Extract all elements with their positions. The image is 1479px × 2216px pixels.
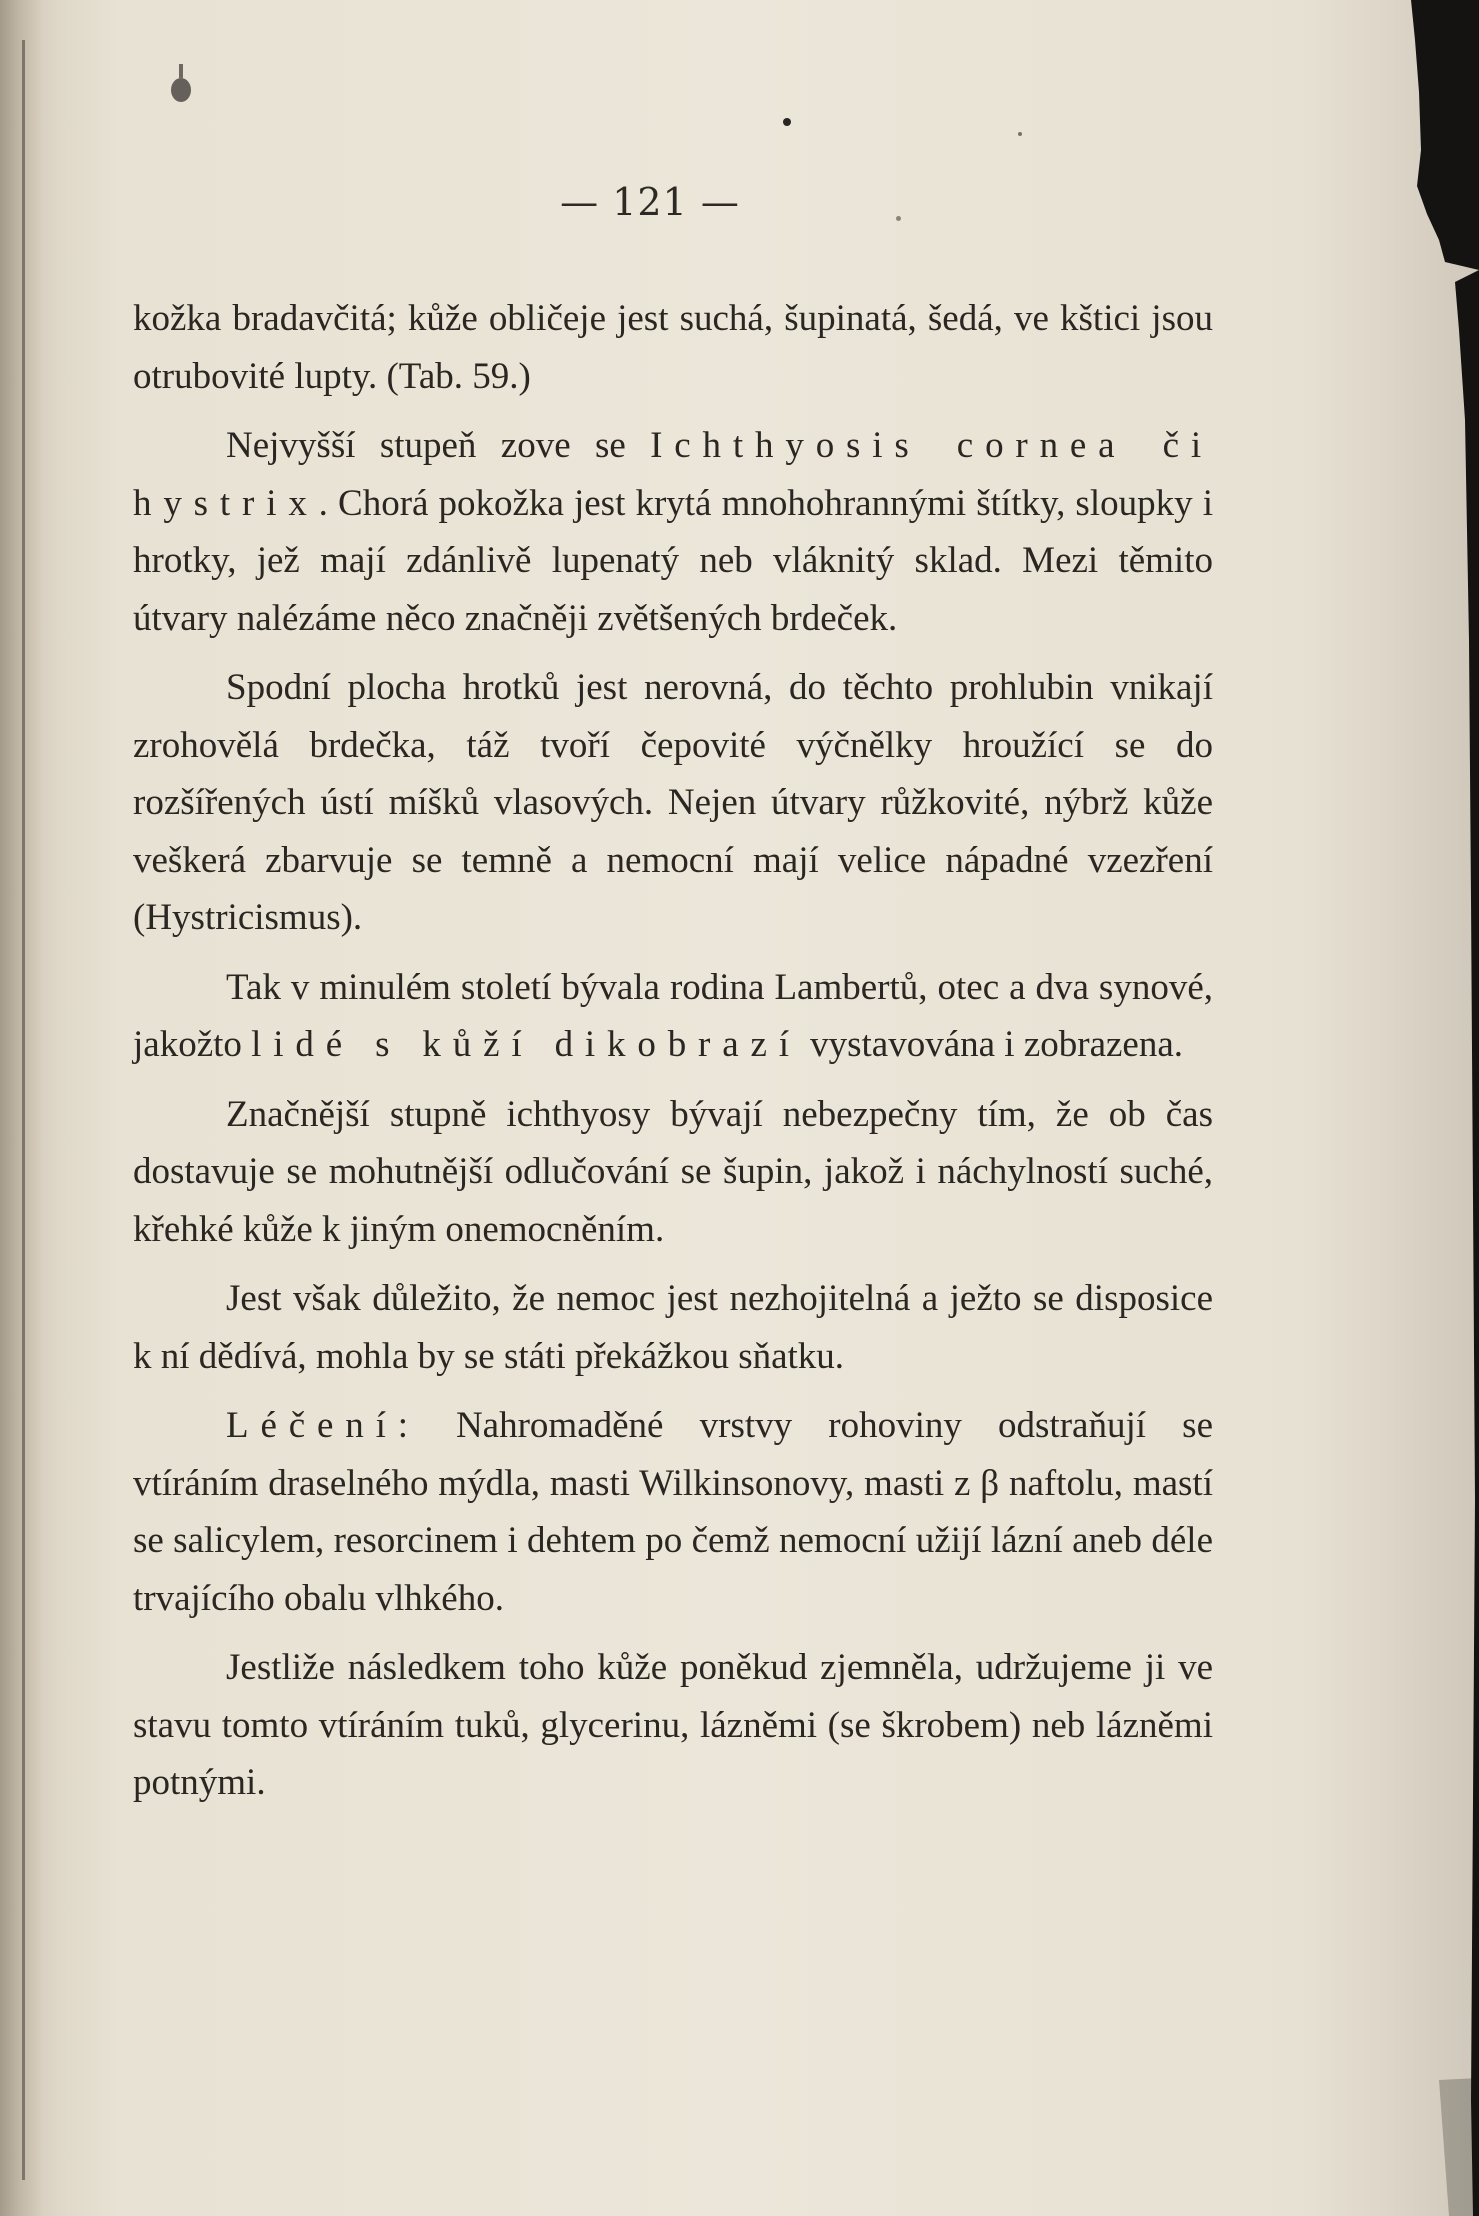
torn-page-edge — [1289, 0, 1479, 2216]
paragraph-text: Nejvyšší stupeň zove se — [226, 425, 651, 466]
section-heading: Léčení: — [226, 1405, 420, 1446]
ink-stain — [168, 62, 194, 104]
body-text — [133, 290, 1213, 1812]
binding-edge — [0, 0, 58, 2216]
paragraph-text: kožka bradavčitá; kůže obličeje jest suchá, šupinatá, šedá, ve kštici jsou otrubovité lupty. (Tab. 59.) — [133, 298, 1213, 397]
page-number: — 121 — — [560, 180, 740, 224]
ink-dot — [783, 118, 791, 126]
paragraph — [133, 1397, 1213, 1627]
paragraph — [133, 1639, 1213, 1812]
paragraph — [133, 1270, 1213, 1385]
paragraph-text: Jest však důležito, že nemoc jest nezhojitelná a ježto se disposice k ní dědívá, mohla by se státi překážkou sňatku. — [133, 1278, 1213, 1377]
emphasized-term: Ichthyosis cornea či hystrix — [133, 425, 1213, 524]
paragraph — [133, 1086, 1213, 1259]
paragraph — [133, 417, 1213, 647]
binding-shadow-line — [22, 40, 25, 2180]
paragraph-text: . Chorá pokožka jest krytá mnohohrannými štítky, sloupky i hrotky, jež mají zdánlivě lupenatý neb vláknitý sklad. Mezi těmito útvary nalézáme něco značněji zvětšených brdeček. — [133, 482, 1213, 639]
paragraph-text: Jestliže následkem toho kůže poněkud zjemněla, udržujeme ji ve stavu tomto vtíráním tuků, glycerinu, lázněmi (se škrobem) neb lázněmi potnými. — [133, 1647, 1213, 1803]
paragraph-text: Nahromaděné vrstvy rohoviny odstraňují se vtíráním draselného mýdla, masti Wilkinsonovy, masti z β naftolu, mastí se salicylem, resorcinem i dehtem po čemž nemocní užijí lázní aneb déle trvajícího obalu vlhkého. — [133, 1405, 1213, 1619]
paragraph-text: Spodní plocha hrotků jest nerovná, do těchto prohlubin vnikají zrohovělá brdečka, táž tvoří čepovité výčnělky hroužící se do rozšířených ústí míšků vlasových. Nejen útvary růžkovité, nýbrž kůže veškerá zbarvuje se temně a nemocní mají velice nápadné vzezření (Hystricismus). — [133, 667, 1213, 938]
paragraph-text: Tak v minulém století bývala rodina Lambertů, otec a dva synové, jakožto — [133, 966, 1213, 1065]
paragraph — [133, 659, 1213, 947]
ink-dot — [1018, 132, 1022, 136]
paragraph — [133, 290, 1213, 405]
paragraph-text: vystavována i zobrazena. — [800, 1024, 1184, 1065]
paragraph-text: Značnější stupně ichthyosy bývají nebezpečny tím, že ob čas dostavuje se mohutnější odlučování se šupin, jakož i náchylností suché, křehké kůže k jiným onemocněním. — [133, 1093, 1213, 1250]
paragraph — [133, 959, 1213, 1074]
emphasized-term: lidé s kůží dikobrazí — [251, 1024, 801, 1065]
